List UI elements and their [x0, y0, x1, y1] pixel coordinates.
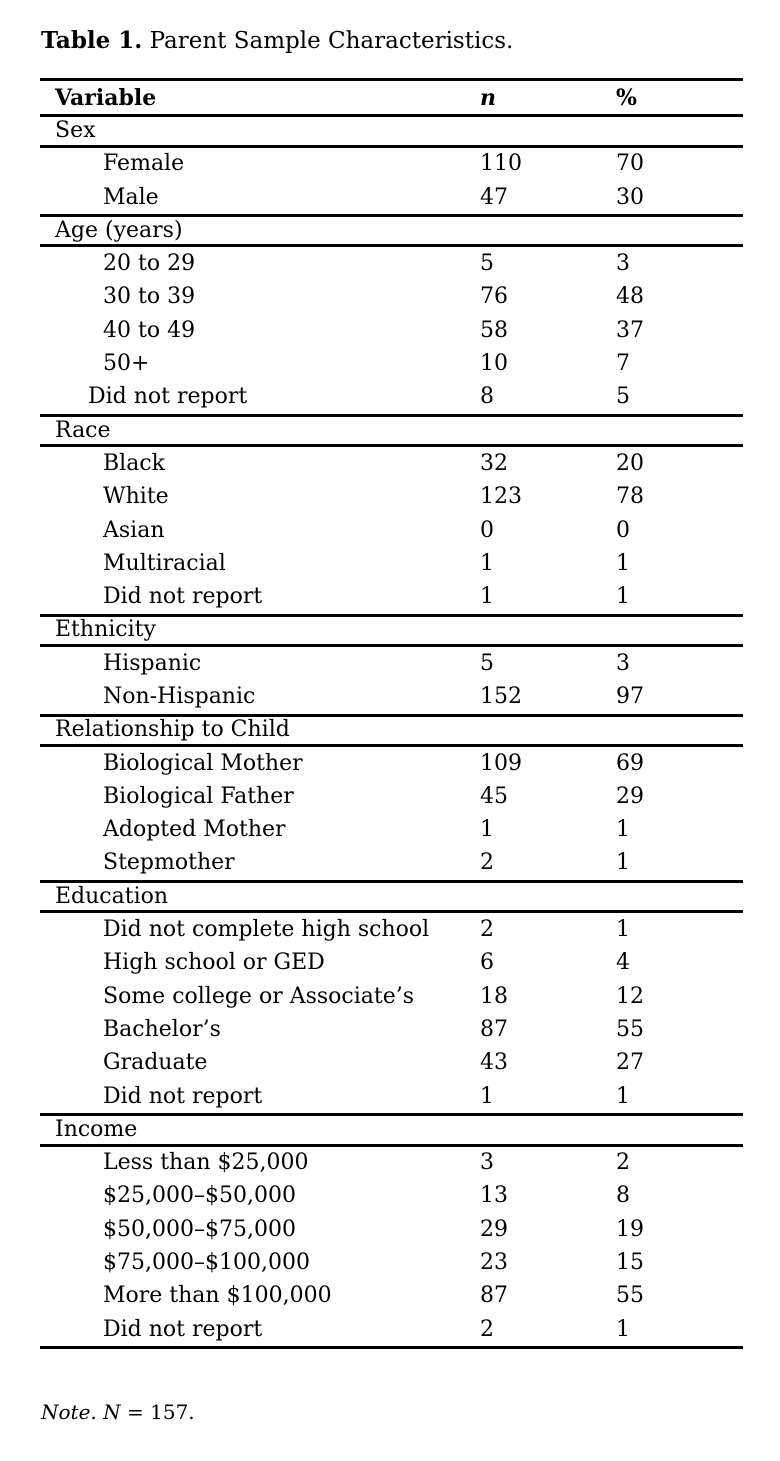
row-n: 18 [480, 983, 508, 1009]
row-n: 58 [480, 317, 508, 343]
row-label: White [103, 484, 169, 510]
row-percent: 27 [616, 1050, 644, 1076]
table-row [40, 747, 743, 780]
row-percent: 97 [616, 683, 644, 709]
row-label: Biological Father [103, 783, 294, 809]
row-percent: 70 [616, 151, 644, 177]
row-label: $75,000–$100,000 [103, 1250, 310, 1276]
row-n: 13 [480, 1183, 508, 1209]
column-header-row [40, 81, 743, 114]
row-label: Male [103, 184, 159, 210]
row-n: 5 [480, 650, 494, 676]
table-row [40, 1213, 743, 1246]
row-label: Did not report [103, 1083, 263, 1109]
row-percent: 7 [616, 351, 630, 377]
row-percent: 1 [616, 584, 630, 610]
row-n: 43 [480, 1050, 508, 1076]
row-percent: 1 [616, 1316, 630, 1342]
column-header-n: n [480, 84, 496, 111]
row-label: 40 to 49 [103, 317, 196, 343]
row-percent: 5 [616, 384, 630, 410]
table-row [40, 947, 743, 980]
row-label: Did not report [103, 584, 263, 610]
row-percent: 3 [616, 251, 630, 277]
row-label: High school or GED [103, 950, 325, 976]
table-row [40, 347, 743, 380]
row-n: 2 [480, 1316, 494, 1342]
row-n: 3 [480, 1150, 494, 1176]
row-percent: 1 [616, 550, 630, 576]
row-n: 6 [480, 950, 494, 976]
row-percent: 8 [616, 1183, 630, 1209]
row-n: 45 [480, 783, 508, 809]
row-n: 1 [480, 550, 494, 576]
row-label: More than $100,000 [103, 1283, 332, 1309]
row-n: 109 [480, 750, 522, 776]
row-n: 1 [480, 817, 494, 843]
row-label: Some college or Associate’s [103, 983, 415, 1009]
row-label: Did not complete high school [103, 917, 430, 943]
table-row [40, 1180, 743, 1213]
characteristics-table [40, 78, 743, 1349]
table-row [40, 647, 743, 680]
row-percent: 0 [616, 517, 630, 543]
row-percent: 1 [616, 917, 630, 943]
section-label: Sex [55, 117, 96, 143]
row-label: 20 to 29 [103, 251, 196, 277]
row-n: 5 [480, 251, 494, 277]
table-row [40, 514, 743, 547]
column-header-percent: % [616, 84, 637, 111]
table-row [40, 381, 743, 414]
table-row [40, 580, 743, 613]
table-row [40, 913, 743, 946]
row-percent: 78 [616, 484, 644, 510]
row-label: 30 to 39 [103, 284, 196, 310]
row-percent: 69 [616, 750, 644, 776]
row-n: 29 [480, 1216, 508, 1242]
row-label: Biological Mother [103, 750, 303, 776]
table-row [40, 1246, 743, 1279]
row-label: Adopted Mother [103, 817, 286, 843]
section-header-row-sex [40, 114, 743, 147]
row-label: Did not report [103, 1316, 263, 1342]
row-percent: 1 [616, 850, 630, 876]
row-label: Asian [103, 517, 165, 543]
row-percent: 48 [616, 284, 644, 310]
row-n: 123 [480, 484, 522, 510]
table-row [40, 1280, 743, 1313]
row-label: Non-Hispanic [103, 683, 256, 709]
row-percent: 3 [616, 650, 630, 676]
row-percent: 2 [616, 1150, 630, 1176]
table-row [40, 481, 743, 514]
table-row [40, 547, 743, 580]
section-label: Race [55, 417, 111, 443]
table-row [40, 680, 743, 713]
table-row [40, 447, 743, 480]
row-percent: 29 [616, 783, 644, 809]
section-header-row-age [40, 214, 743, 247]
note-value: = 157. [120, 1400, 195, 1424]
table-row [40, 1147, 743, 1180]
row-label: 50+ [103, 351, 150, 377]
section-label: Education [55, 883, 169, 909]
table-row [40, 1313, 743, 1346]
row-label: $25,000–$50,000 [103, 1183, 296, 1209]
row-label: Less than $25,000 [103, 1150, 309, 1176]
table-note [41, 1400, 195, 1424]
table-row [40, 1047, 743, 1080]
row-percent: 55 [616, 1016, 644, 1042]
table-row [40, 780, 743, 813]
row-percent: 1 [616, 1083, 630, 1109]
row-n: 87 [480, 1016, 508, 1042]
row-percent: 55 [616, 1283, 644, 1309]
section-header-row-education [40, 880, 743, 913]
row-n: 87 [480, 1283, 508, 1309]
section-label: Income [55, 1116, 138, 1142]
section-label: Ethnicity [55, 617, 156, 643]
row-percent: 30 [616, 184, 644, 210]
section-header-row-race [40, 414, 743, 447]
table-row [40, 148, 743, 181]
table-title-text: Parent Sample Characteristics. [142, 28, 514, 54]
table-row [40, 1013, 743, 1046]
row-percent: 4 [616, 950, 630, 976]
row-n: 1 [480, 1083, 494, 1109]
row-n: 10 [480, 351, 508, 377]
row-n: 1 [480, 584, 494, 610]
row-label: $50,000–$75,000 [103, 1216, 296, 1242]
table-row [40, 980, 743, 1013]
row-n: 8 [480, 384, 494, 410]
row-percent: 12 [616, 983, 644, 1009]
row-n: 2 [480, 850, 494, 876]
row-label: Black [103, 450, 165, 476]
row-percent: 20 [616, 450, 644, 476]
row-percent: 1 [616, 817, 630, 843]
row-label: Multiracial [103, 550, 226, 576]
table-title [41, 26, 513, 56]
row-n: 47 [480, 184, 508, 210]
row-label: Hispanic [103, 650, 202, 676]
section-label: Relationship to Child [55, 717, 290, 743]
row-n: 0 [480, 517, 494, 543]
note-prefix: Note. [41, 1400, 104, 1424]
table-row [40, 814, 743, 847]
row-label: Stepmother [103, 850, 235, 876]
row-n: 2 [480, 917, 494, 943]
table-row [40, 181, 743, 214]
section-header-row-ethnicity [40, 614, 743, 647]
note-n-symbol: N [103, 1400, 121, 1424]
row-n: 110 [480, 151, 522, 177]
row-label: Graduate [103, 1050, 208, 1076]
table-row [40, 247, 743, 280]
section-label: Age (years) [55, 217, 183, 243]
column-header-variable: Variable [55, 84, 157, 111]
row-n: 23 [480, 1250, 508, 1276]
section-header-row-income [40, 1113, 743, 1146]
table-row [40, 847, 743, 880]
row-label: Did not report [88, 384, 248, 410]
row-percent: 19 [616, 1216, 644, 1242]
row-n: 152 [480, 683, 522, 709]
row-label: Female [103, 151, 185, 177]
row-percent: 15 [616, 1250, 644, 1276]
table-row [40, 1080, 743, 1113]
row-label: Bachelor’s [103, 1016, 221, 1042]
table-row [40, 314, 743, 347]
row-percent: 37 [616, 317, 644, 343]
table-row [40, 281, 743, 314]
table-title-number: Table 1. [41, 27, 143, 54]
section-header-row-relationship [40, 714, 743, 747]
row-n: 76 [480, 284, 508, 310]
row-n: 32 [480, 450, 508, 476]
